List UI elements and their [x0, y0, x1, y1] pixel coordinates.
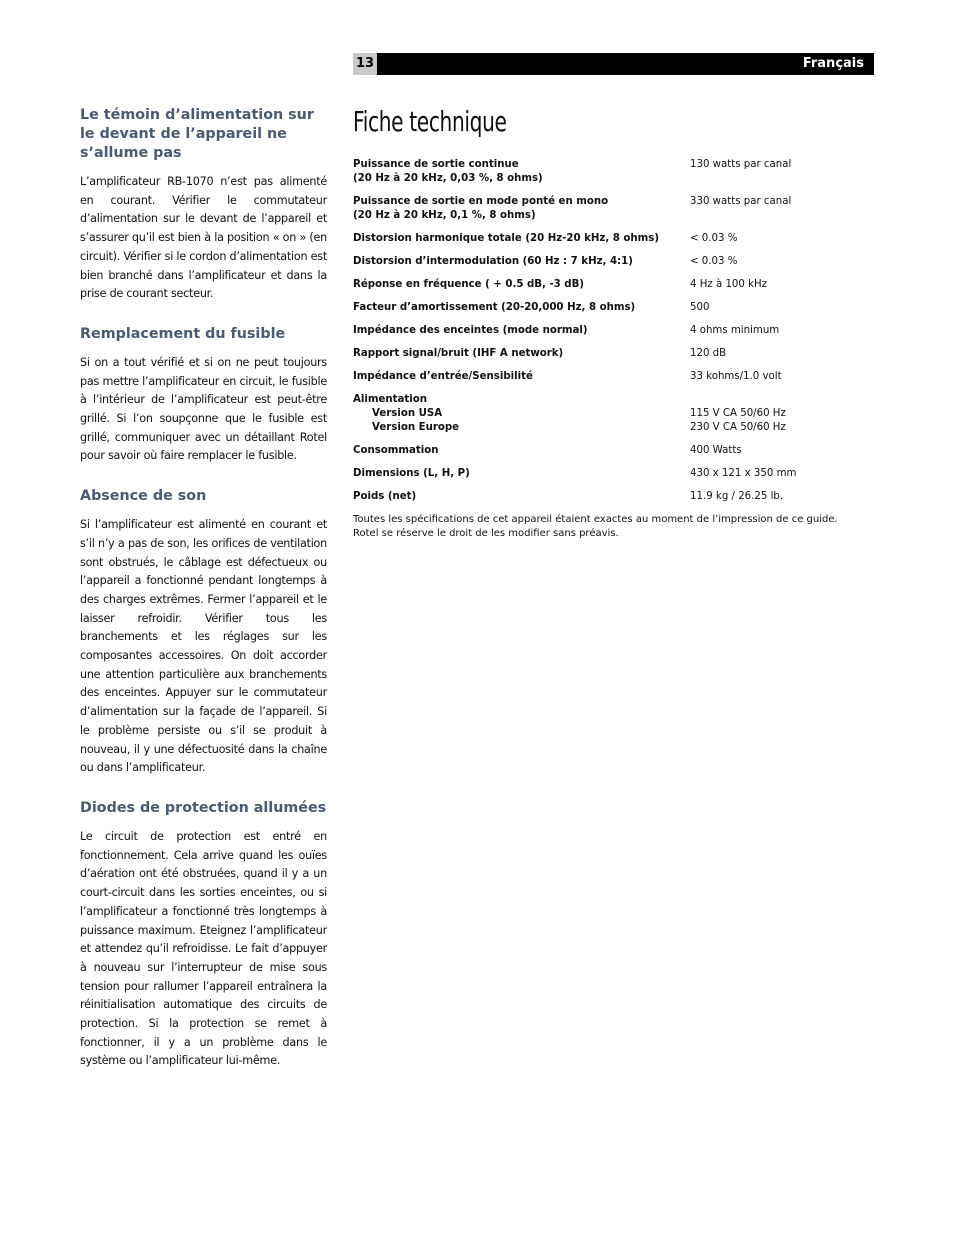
language-label: Français [802, 56, 864, 71]
spec-label: Dimensions (L, H, P) [353, 468, 470, 479]
spec-label: Alimentation [353, 394, 428, 405]
section-title-protection: Diodes de protection allumées [80, 799, 327, 816]
spec-value: 500 [690, 302, 710, 313]
spec-row [353, 324, 853, 338]
specifications-column [353, 100, 853, 541]
spec-row [353, 490, 853, 504]
spec-value: 400 Watts [690, 445, 742, 456]
spec-row [353, 467, 853, 481]
spec-value: 4 Hz à 100 kHz [690, 279, 768, 290]
spec-row [353, 158, 853, 186]
spec-value: 120 dB [690, 348, 727, 359]
spec-label: Poids (net) [353, 491, 417, 502]
specifications-footnote: Toutes les spécifications de cet appareil étaient exactes au moment de l’impression de ce guide. Rotel se réserve le droit de les modifier sans préavis. [353, 514, 838, 539]
spec-label-sub: (20 Hz à 20 kHz, 0,1 %, 8 ohms) [353, 210, 536, 221]
spec-row [353, 278, 853, 292]
spec-label: Consommation [353, 445, 439, 456]
section-title-power-led: Le témoin d’alimentation sur le devant de l’appareil ne s’allume pas [80, 107, 314, 161]
spec-label: Distorsion harmonique totale (20 Hz-20 kHz, 8 ohms) [353, 233, 659, 244]
spec-value: 430 x 121 x 350 mm [690, 468, 797, 479]
section-body-power-led: L’amplificateur RB-1070 n’est pas alimenté en courant. Vérifier le commutateur d’alimentation sur le devant de l’appareil et s’assurer qu’il est bien à la position « on » (en circuit). Vérifier si le cordon d’alimentation est bien branché dans l’amplificateur et dans la prise de courant secteur. [80, 175, 327, 301]
spec-value: 11.9 kg / 26.25 lb. [690, 491, 784, 502]
spec-label: Impédance des enceintes (mode normal) [353, 325, 588, 336]
spec-label: Distorsion d’intermodulation (60 Hz : 7 kHz, 4:1) [353, 256, 633, 267]
section-body-no-sound: Si l’amplificateur est alimenté en courant et s’il n’y a pas de son, les orifices de ventilation sont obstrués, le câblage est défectueux ou l’appareil a fonctionné pendant longtemps à des charges extrêmes. Fermer l’appareil et le laisser refroidir. Vérifier tous les branchements et les réglages sur les composantes accessoires. On doit accorder une attention particulière aux branchements des enceintes. Appuyer sur le commutateur d’alimentation sur la façade de l’appareil. Si le problème persiste ou s’il se produit à nouveau, il y une défectuosité dans la chaîne ou dans l’amplificateur. [80, 518, 327, 775]
spec-row [353, 195, 853, 223]
spec-row [353, 370, 853, 384]
spec-row [353, 255, 853, 269]
spec-value: 330 watts par canal [690, 196, 792, 207]
spec-label: Rapport signal/bruit (IHF A network) [353, 348, 564, 359]
spec-row [353, 444, 853, 458]
spec-label: Impédance d’entrée/Sensibilité [353, 371, 533, 382]
spec-label: Facteur d’amortissement (20-20,000 Hz, 8 ohms) [353, 302, 636, 313]
section-body-fuse: Si on a tout vérifié et si on ne peut toujours pas mettre l’amplificateur en circuit, le fusible à l’intérieur de l’amplificateur est peut-être grillé. Si l’on soupçonne que le fusible est grillé, communiquer avec un détaillant Rotel pour savoir où faire remplacer le fusible. [80, 355, 327, 463]
page-header-bar [353, 53, 874, 75]
spec-row [353, 232, 853, 246]
troubleshooting-column [80, 106, 327, 1092]
spec-value: < 0.03 % [690, 233, 738, 244]
spec-row [353, 347, 853, 361]
page-title: Fiche technique [353, 105, 507, 138]
section-title-fuse: Remplacement du fusible [80, 325, 286, 342]
spec-value-usa: 115 V CA 50/60 Hz [690, 408, 786, 419]
section-title-no-sound: Absence de son [80, 488, 207, 505]
spec-label-sub: (20 Hz à 20 kHz, 0,03 %, 8 ohms) [353, 173, 543, 184]
section-body-protection: Le circuit de protection est entré en fonctionnement. Cela arrive quand les ouïes d’aération ont été obstruées, quand il y a un court-circuit dans les sorties enceintes, ou si l’amplificateur a fonctionné très longtemps à puissance maximum. Eteignez l’amplificateur et attendez qu’il refroidisse. Le fait d’appuyer à nouveau sur l’interrupteur de mise sous tension pour rallumer l’appareil entraînera la réinitialisation automatique des circuits de protection. Si la protection se remet à fonctionner, il y a un problème dans le système ou l’amplificateur lui-même. [80, 829, 327, 1068]
spec-value: 4 ohms minimum [690, 325, 780, 336]
spec-label: Puissance de sortie continue [353, 159, 519, 170]
spec-label-usa: Version USA [372, 408, 443, 419]
page-number: 13 [353, 53, 377, 75]
spec-value: 130 watts par canal [690, 159, 792, 170]
spec-label-europe: Version Europe [372, 422, 460, 433]
spec-value-europe: 230 V CA 50/60 Hz [690, 422, 786, 433]
spec-row-power [353, 393, 853, 435]
spec-value: < 0.03 % [690, 256, 738, 267]
spec-value: 33 kohms/1.0 volt [690, 371, 782, 382]
spec-label: Puissance de sortie en mode ponté en mono [353, 196, 609, 207]
spec-row [353, 301, 853, 315]
spec-label: Réponse en fréquence ( + 0.5 dB, -3 dB) [353, 279, 585, 290]
